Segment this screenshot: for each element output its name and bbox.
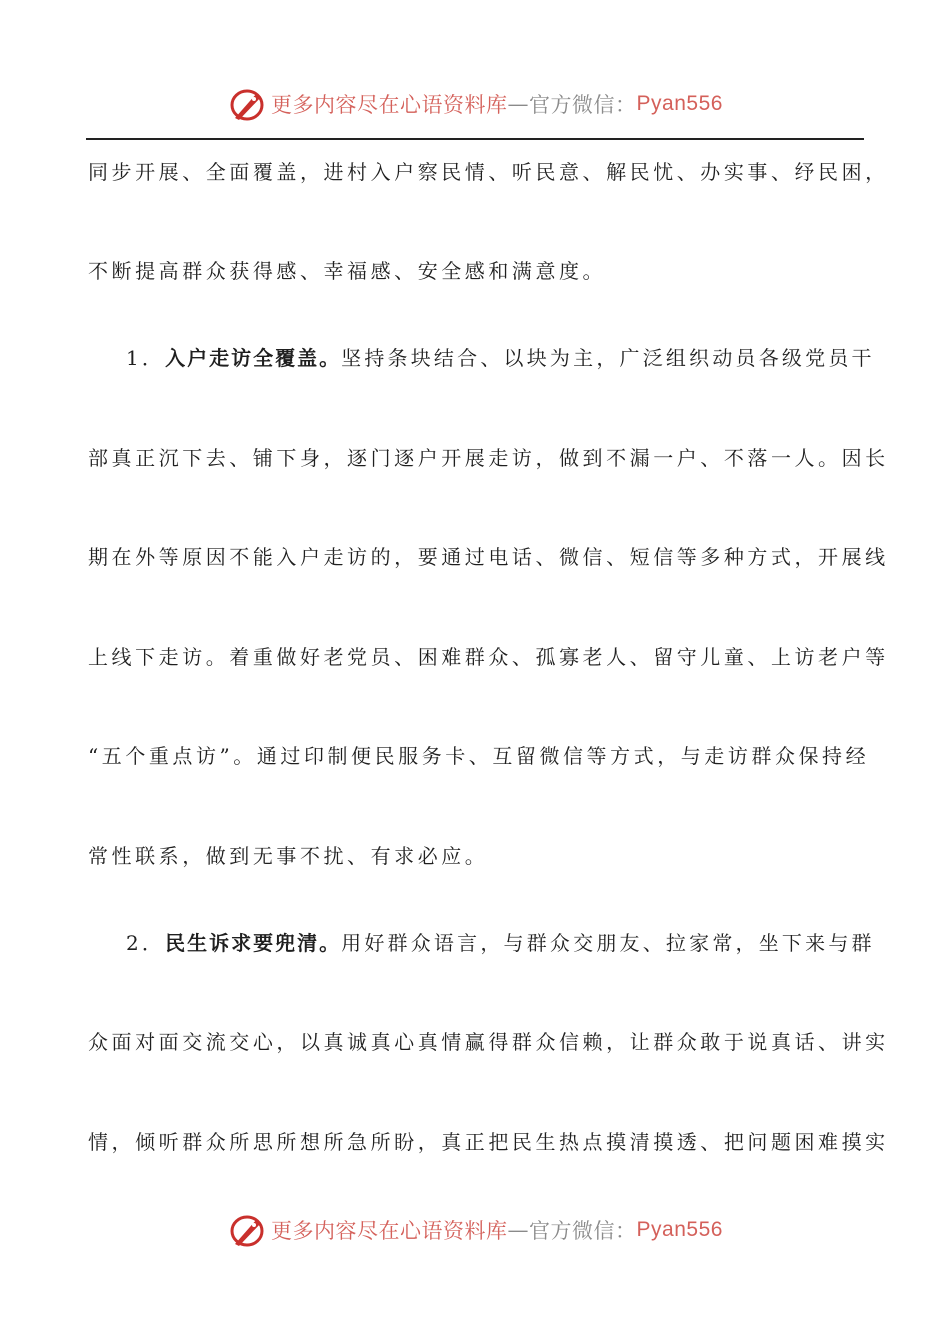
header-brand-separator: — [507,92,530,116]
item-number: 1． [126,346,166,370]
item-heading: 民生诉求要兜清。 [165,931,342,955]
body-line-5: 期在外等原因不能入户走访的，要通过电话、微信、短信等多种方式，开展线 [88,545,889,569]
footer-wechat-id: Pyan556 [636,1218,723,1241]
body-line-2: 不断提高群众获得感、幸福感、安全感和满意度。 [88,259,607,283]
body-line-10: 众面对面交流交心，以真诚真心真情赢得群众信赖，让群众敢于说真话、讲实 [88,1030,889,1054]
header-brand [0,84,950,124]
footer-brand-text: 更多内容尽在心语资料库 [271,1219,508,1243]
body-line-3 [126,341,875,375]
item-number: 2． [126,931,166,955]
body-line-4: 部真正沉下去、铺下身，逐门逐户开展走访，做到不漏一户、不落一人。因长 [88,446,889,470]
footer-brand [0,1210,950,1250]
header-wechat-id: Pyan556 [636,92,723,115]
header-brand-suffix: 官方微信： [529,93,637,117]
body-line-7: “五个重点访”。通过印制便民服务卡、互留微信等方式，与走访群众保持经 [88,744,870,768]
footer-brand-suffix: 官方微信： [529,1219,637,1243]
header-brand-text: 更多内容尽在心语资料库 [271,93,508,117]
item-heading: 入户走访全覆盖。 [165,346,342,370]
body-line-9 [126,926,875,960]
pen-nib-logo-icon [227,1211,267,1249]
footer-brand-separator: — [507,1218,530,1242]
body-line-11: 情，倾听群众所思所想所急所盼，真正把民生热点摸清摸透、把问题困难摸实 [88,1130,889,1154]
header-divider [86,138,864,140]
item-text: 坚持条块结合、以块为主，广泛组织动员各级党员干 [341,346,875,370]
body-line-8: 常性联系，做到无事不扰、有求必应。 [88,844,489,868]
body-line-6: 上线下走访。着重做好老党员、困难群众、孤寡老人、留守儿童、上访老户等 [88,645,889,669]
pen-nib-logo-icon [227,85,267,123]
body-line-1: 同步开展、全面覆盖，进村入户察民情、听民意、解民忧、办实事、纾民困， [88,160,889,184]
item-text: 用好群众语言，与群众交朋友、拉家常，坐下来与群 [341,931,875,955]
